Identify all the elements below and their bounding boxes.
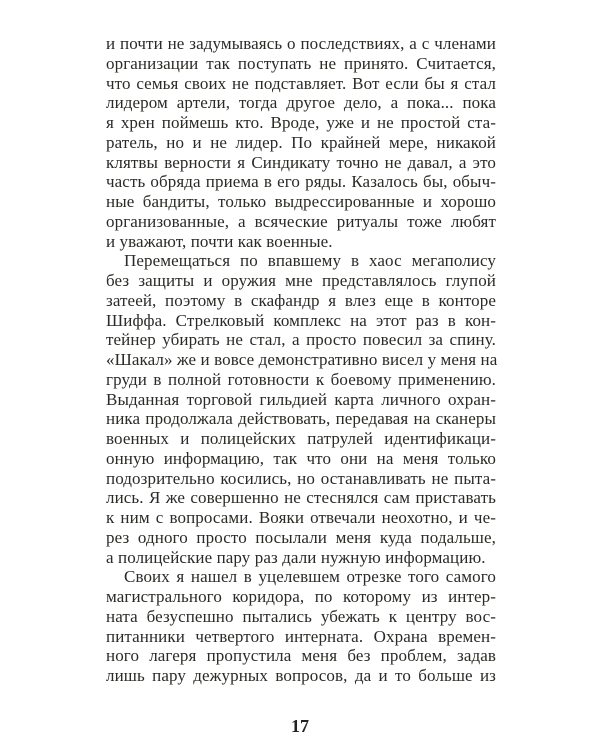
- text-line: военных и полицейских патрулей идентификаци-: [106, 429, 496, 448]
- text-line: ната безуспешно пытались убежать к центру вос-: [106, 606, 496, 626]
- text-line: лидером артели, тогда другое дело, а пока... пока: [106, 93, 496, 113]
- paragraph: [106, 567, 496, 686]
- text-line: ные бандиты, только выдрессированные и хорошо: [106, 192, 496, 211]
- text-line: лись. Я же совершенно не стеснялся сам приставать: [106, 488, 496, 508]
- text-line: тейнер убирать не стал, а просто повесил за спину.: [106, 330, 496, 350]
- text-line: груди в полной готовности к боевому применению.: [106, 369, 496, 389]
- text-line: питанники четвертого интерната. Охрана времен-: [106, 626, 496, 646]
- page-number: 17: [291, 716, 309, 736]
- text-line: организации так поступать не принято. Считается,: [106, 53, 496, 73]
- page-text: [106, 34, 496, 686]
- text-line: ника продолжала действовать, передавая на сканеры: [106, 409, 496, 429]
- text-line: я хрен поймешь кто. Вроде, уже и не простой ста-: [106, 113, 496, 132]
- text-line: Своих я нашел в уцелевшем отрезке того самого: [124, 567, 496, 587]
- text-line: без защиты и оружия мне представлялось глупой: [106, 271, 496, 290]
- text-line: клятвы верности я Синдикату точно не давал, а это: [106, 152, 496, 172]
- text-line: подозрительно косились, но останавливать не пыта-: [106, 468, 496, 488]
- text-line: организованные, а всяческие ритуалы тоже любят: [106, 211, 496, 231]
- text-line: и уважают, почти как военные.: [106, 231, 333, 251]
- text-line: «Шакал» же и вовсе демонстративно висел у меня на: [106, 350, 498, 369]
- text-line: что семья своих не подставляет. Вот если бы я стал: [106, 73, 496, 93]
- text-line: а полицейские пару раз дали нужную информацию.: [106, 547, 486, 567]
- text-line: онную информацию, так что они на меня только: [106, 448, 496, 468]
- text-line: ного лагеря пропустила меня без проблем, задав: [106, 646, 496, 666]
- paragraph: [106, 34, 496, 251]
- text-line: лишь пару дежурных вопросов, да и то больше из: [106, 666, 496, 685]
- text-line: магистрального коридора, по которому из интер-: [106, 587, 496, 606]
- text-line: Выданная торговой гильдией карта личного охран-: [106, 389, 496, 409]
- text-line: ратель, но и не лидер. По крайней мере, никакой: [106, 132, 496, 152]
- text-line: и почти не задумываясь о последствиях, а с членами: [106, 34, 496, 53]
- text-line: рез одного просто посылали меня куда подальше,: [106, 527, 496, 547]
- text-line: затеей, поэтому в скафандр я влез еще в конторе: [106, 290, 496, 310]
- text-line: Перемещаться по впавшему в хаос мегаполису: [124, 251, 496, 271]
- paragraph: [106, 251, 496, 567]
- text-line: часть обряда приема в его ряды. Казалось бы, обыч-: [106, 172, 496, 192]
- text-line: к ним с вопросами. Вояки отвечали неохотно, и че-: [106, 508, 496, 527]
- text-line: Шиффа. Стрелковый комплекс на этот раз в кон-: [106, 310, 496, 330]
